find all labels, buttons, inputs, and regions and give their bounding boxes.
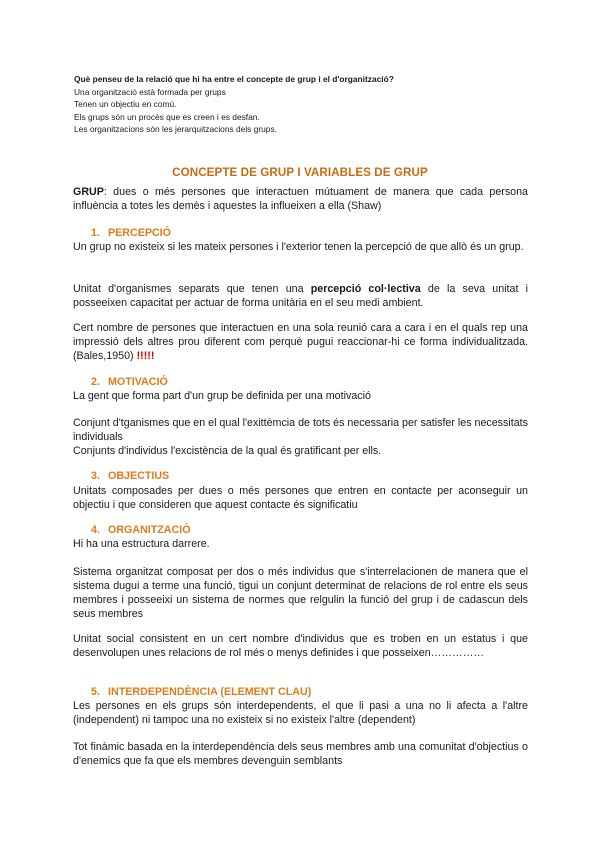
paragraph: Unitats composades per dues o més persones que entren en contacte per aconseguir un objectiu i que consideren que aquest contacte és significatiu bbox=[73, 485, 528, 511]
section-heading-interdependencia: 5. INTERDEPENDÈNCIA (ELEMENT CLAU) bbox=[91, 686, 312, 698]
paragraph: Cert nombre de persones que interactuen en una sola reunió cara a cara i en el quals rep una impressió dels altres prou diferent com perquè pugui reaccionar-hi ce forma individualitzada. (Bales,1950) !!!!! bbox=[73, 322, 528, 362]
paragraph: Conjunt d'tganismes que en el qual l'exittèmcia de tots és necessaria per satisfer les necessitats individuals bbox=[73, 417, 528, 443]
section-body-motivacio bbox=[73, 389, 528, 403]
section-body-organitzacio bbox=[73, 537, 528, 551]
paragraph: Unitat social consistent en un cert nombre d'individus que es troben en un estatus i que desenvolupen unes relacions de rol més o menys definides i que posseixen…………… bbox=[73, 633, 528, 659]
section-body-percepcio-3 bbox=[73, 321, 528, 363]
section-body-objectius bbox=[73, 484, 528, 512]
paragraph: Unitat d'organismes separats que tenen una percepció col·lectiva de la seva unitat i posseeixen capacitat per actuar de forma unitària en el seu medi ambient. bbox=[73, 283, 528, 309]
section-heading-percepcio: 1. PERCEPCIÓ bbox=[91, 227, 171, 239]
section-body-interdependencia-2 bbox=[73, 740, 528, 768]
intro-block bbox=[74, 73, 534, 136]
intro-question: Què penseu de la relació que hi ha entre el concepte de grup i el d'organització? bbox=[74, 74, 394, 84]
paragraph: Conjunts d'individus l'excistència de la qual és gratificant per ells. bbox=[73, 445, 382, 457]
paragraph: La gent que forma part d'un grup be definida per una motivació bbox=[73, 390, 371, 402]
grup-definition-text: : dues o més persones que interactuen mútuament de manera que cada persona influència a totes les demès i aquestes la influeixen a ella (Shaw) bbox=[73, 186, 528, 212]
paragraph: Sistema organitzat composat per dos o més individus que s'interrelacionen de manera que el sistema dugui a terme una funció, tigui un conjunt determinat de relacions de rol entre els seus membres i posseeixi un sistema de normes que relgulin la funció del grup i de cadascun dels seus membres bbox=[73, 566, 528, 620]
grup-definition bbox=[73, 185, 528, 213]
section-body-percepcio-2 bbox=[73, 282, 528, 310]
exclamation-mark: !!!!! bbox=[136, 350, 155, 362]
section-body-interdependencia bbox=[73, 699, 528, 727]
intro-answer: Les organitzacions són les jerarquitzacions dels grups. bbox=[74, 124, 277, 134]
section-body-organitzacio-2 bbox=[73, 565, 528, 621]
section-heading-motivacio: 2. MOTIVACIÓ bbox=[91, 376, 168, 388]
intro-answer: Una organització està formada per grups bbox=[74, 86, 226, 97]
section-body-percepcio bbox=[73, 240, 528, 254]
paragraph: Un grup no existeix si les mateix persones i l'exterior tenen la percepció de que allò és un grup. bbox=[73, 241, 524, 253]
intro-answer: Els grups són un procès que es creen i es desfan. bbox=[74, 111, 260, 122]
section-heading-objectius: 3. OBJECTIUS bbox=[91, 470, 170, 482]
section-body-motivacio-2 bbox=[73, 416, 528, 458]
paragraph: Hi ha una estructura darrere. bbox=[73, 538, 210, 550]
paragraph: Les persones en els grups són interdependents, el que li pasi a una no li afecta a l'altre (independent) ni tampoc una no existeix si no existeix l'altre (dependent) bbox=[73, 700, 528, 726]
document-title: CONCEPTE DE GRUP I VARIABLES DE GRUP bbox=[172, 166, 428, 179]
section-heading-organitzacio: 4. ORGANITZACIÓ bbox=[91, 524, 191, 536]
grup-term: GRUP bbox=[73, 186, 104, 198]
intro-answer: Tenen un objectiu en comú. bbox=[74, 99, 177, 109]
paragraph: Tot finàmic basada en la interdependència dels seus membres amb una comunitat d'objectius o d'enemics que fa que els membres devenguin semblants bbox=[73, 741, 528, 767]
section-body-organitzacio-3 bbox=[73, 632, 528, 660]
bold-term: percepció col·lectiva bbox=[310, 283, 421, 295]
